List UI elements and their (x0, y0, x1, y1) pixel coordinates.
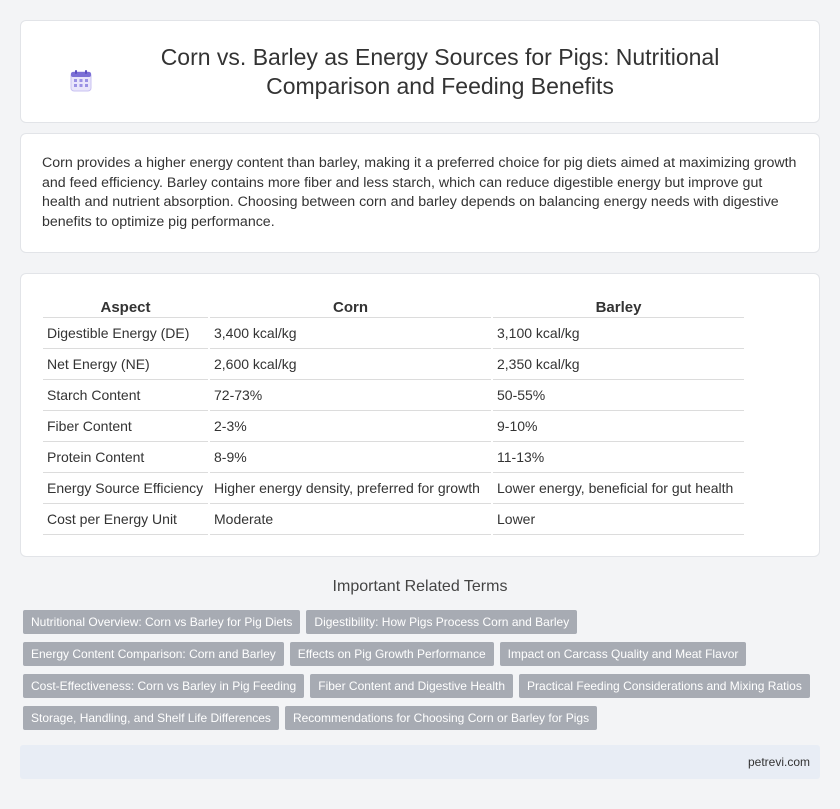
table-row (43, 411, 744, 442)
calendar-icon (70, 70, 92, 92)
summary-card (20, 133, 820, 253)
cell-barley: Lower energy, beneficial for gut health (493, 473, 744, 504)
cell-corn: 2-3% (210, 411, 491, 442)
related-terms-list (23, 610, 823, 738)
cell-corn: 72-73% (210, 380, 491, 411)
related-term-tag[interactable]: Digestibility: How Pigs Process Corn and Barley (306, 610, 577, 634)
cell-aspect: Cost per Energy Unit (43, 504, 208, 535)
title-wrap (70, 43, 770, 101)
header-barley: Barley (493, 294, 744, 318)
table-row (43, 504, 744, 535)
cell-aspect: Protein Content (43, 442, 208, 473)
cell-barley: Lower (493, 504, 744, 535)
cell-barley: 9-10% (493, 411, 744, 442)
related-term-tag[interactable]: Practical Feeding Considerations and Mixing Ratios (519, 674, 810, 698)
table-row (43, 318, 744, 349)
comparison-table-card (20, 273, 820, 557)
related-terms-title: Important Related Terms (332, 578, 508, 595)
related-term-tag[interactable]: Energy Content Comparison: Corn and Barley (23, 642, 284, 666)
cell-aspect: Starch Content (43, 380, 208, 411)
cell-barley: 3,100 kcal/kg (493, 318, 744, 349)
cell-barley: 2,350 kcal/kg (493, 349, 744, 380)
cell-corn: 3,400 kcal/kg (210, 318, 491, 349)
related-term-tag[interactable]: Effects on Pig Growth Performance (290, 642, 494, 666)
page-title: Corn vs. Barley as Energy Sources for Pigs: Nutritional Comparison and Feeding Benefits (160, 43, 720, 99)
related-term-tag[interactable]: Impact on Carcass Quality and Meat Flavor (500, 642, 747, 666)
summary-text: Corn provides a higher energy content than barley, making it a preferred choice for pig diets aimed at maximizing growth and feed efficiency. Barley contains more fiber and less starch, which can reduce digestible energy but improve gut health and nutrient absorption. Choosing between corn and barley depends on balancing energy needs with digestive benefits to optimize pig performance. (42, 155, 797, 230)
related-term-tag[interactable]: Fiber Content and Digestive Health (310, 674, 513, 698)
comparison-table (41, 294, 746, 535)
footer (20, 745, 820, 779)
cell-barley: 50-55% (493, 380, 744, 411)
cell-aspect: Energy Source Efficiency (43, 473, 208, 504)
table-header-row (43, 294, 744, 318)
table-row (43, 380, 744, 411)
cell-corn: Moderate (210, 504, 491, 535)
cell-corn: Higher energy density, preferred for growth (210, 473, 491, 504)
header-corn: Corn (210, 294, 491, 318)
cell-barley: 11-13% (493, 442, 744, 473)
related-term-tag[interactable]: Cost-Effectiveness: Corn vs Barley in Pig Feeding (23, 674, 304, 698)
cell-aspect: Digestible Energy (DE) (43, 318, 208, 349)
title-card (20, 20, 820, 123)
header-aspect: Aspect (43, 294, 208, 318)
table-row (43, 349, 744, 380)
table-row (43, 442, 744, 473)
table-row (43, 473, 744, 504)
related-term-tag[interactable]: Recommendations for Choosing Corn or Barley for Pigs (285, 706, 597, 730)
footer-site-link[interactable]: petrevi.com (747, 755, 810, 769)
related-term-tag[interactable]: Storage, Handling, and Shelf Life Differences (23, 706, 279, 730)
cell-corn: 2,600 kcal/kg (210, 349, 491, 380)
related-term-tag[interactable]: Nutritional Overview: Corn vs Barley for Pig Diets (23, 610, 300, 634)
cell-aspect: Net Energy (NE) (43, 349, 208, 380)
cell-corn: 8-9% (210, 442, 491, 473)
cell-aspect: Fiber Content (43, 411, 208, 442)
